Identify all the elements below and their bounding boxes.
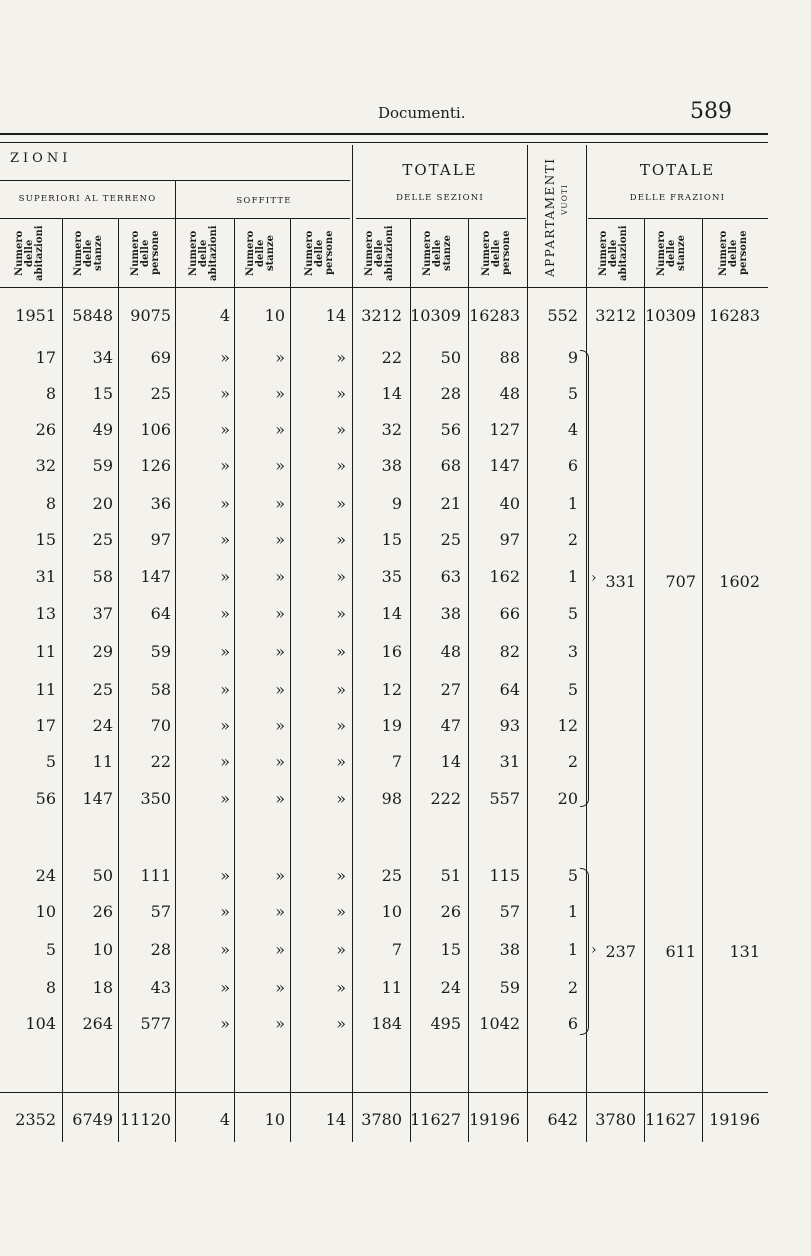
table-cell: 64 <box>150 604 171 623</box>
table-cell: 14 <box>440 752 461 771</box>
header-rule-4 <box>588 218 768 219</box>
header-bottom-rule <box>0 287 768 288</box>
col-divider <box>410 218 411 1142</box>
table-cell: 56 <box>440 420 461 439</box>
table-cell: 32 <box>35 456 56 475</box>
group1-brace <box>580 350 589 807</box>
table-cell: » <box>275 384 285 403</box>
table-cell: » <box>336 494 346 513</box>
table-cell: 115 <box>489 866 520 885</box>
table-cell: » <box>220 789 230 808</box>
column-subheader: Numero delle stanze <box>245 230 276 276</box>
col-divider <box>290 218 291 1142</box>
table-cell: 16283 <box>709 306 760 325</box>
vuoti-label: VUOTI <box>560 184 569 216</box>
table-cell: 35 <box>381 567 402 586</box>
table-cell: » <box>336 567 346 586</box>
table-cell: 8 <box>45 978 56 997</box>
table-cell: 25 <box>92 680 113 699</box>
table-cell: » <box>220 642 230 661</box>
table-cell: 10 <box>264 306 285 325</box>
table-cell: » <box>220 680 230 699</box>
column-subheader: Numero delle persone <box>129 230 161 276</box>
table-cell: 9075 <box>130 306 171 325</box>
header-rule-3 <box>356 218 526 219</box>
table-cell: 50 <box>440 348 461 367</box>
table-cell: 5848 <box>72 306 113 325</box>
table-cell: 162 <box>489 567 520 586</box>
table-cell: 15 <box>440 940 461 959</box>
table-cell: 11 <box>35 680 56 699</box>
table-cell: 20 <box>557 789 578 808</box>
table-cell: » <box>336 902 346 921</box>
table-cell: 104 <box>25 1014 56 1033</box>
table-cell: » <box>336 456 346 475</box>
table-cell: 5 <box>567 604 578 623</box>
table-cell: 5 <box>45 940 56 959</box>
group-total-cell: 131 <box>729 942 760 961</box>
table-cell: 552 <box>547 306 578 325</box>
table-cell: » <box>336 978 346 997</box>
table-cell: » <box>220 866 230 885</box>
table-cell: 106 <box>140 420 171 439</box>
table-cell: 64 <box>499 680 520 699</box>
table-cell: » <box>336 716 346 735</box>
table-cell: 58 <box>150 680 171 699</box>
table-cell: 31 <box>35 567 56 586</box>
table-cell: 59 <box>150 642 171 661</box>
table-cell: » <box>275 494 285 513</box>
column-subheader: Numero delle persone <box>480 230 512 276</box>
table-cell: » <box>336 420 346 439</box>
table-cell: 13 <box>35 604 56 623</box>
table-cell: 25 <box>150 384 171 403</box>
group-soffitte-header: SOFFITTE <box>236 196 292 206</box>
table-cell: 16 <box>381 642 402 661</box>
table-cell: 24 <box>35 866 56 885</box>
table-cell: » <box>220 1014 230 1033</box>
table-cell: 11 <box>381 978 402 997</box>
table-cell: » <box>336 642 346 661</box>
table-cell: 56 <box>35 789 56 808</box>
table-cell: 9 <box>391 494 402 513</box>
table-cell: 97 <box>499 530 520 549</box>
col-divider <box>527 145 528 1142</box>
total-cell: 14 <box>325 1110 346 1129</box>
table-cell: » <box>220 902 230 921</box>
col-divider <box>234 218 235 1142</box>
table-cell: » <box>336 530 346 549</box>
group2-brace-tip: › <box>591 942 597 958</box>
table-cell: 43 <box>150 978 171 997</box>
col-divider <box>468 218 469 1142</box>
group-total-cell: 611 <box>665 942 696 961</box>
table-cell: 16283 <box>469 306 520 325</box>
total-cell: 2352 <box>15 1110 56 1129</box>
table-cell: » <box>336 680 346 699</box>
table-cell: 1951 <box>15 306 56 325</box>
table-cell: 40 <box>499 494 520 513</box>
column-subheader: Numero delle persone <box>304 230 335 276</box>
total-cell: 10 <box>264 1110 285 1129</box>
column-subheader: Numero delle abitazioni <box>598 225 629 281</box>
table-cell: 8 <box>45 494 56 513</box>
table-cell: 15 <box>35 530 56 549</box>
table-cell: 66 <box>499 604 520 623</box>
top-rule <box>0 133 768 135</box>
column-subheader: Numero delle abitazioni <box>14 225 45 281</box>
table-cell: 8 <box>45 384 56 403</box>
table-cell: » <box>275 567 285 586</box>
table-cell: 126 <box>140 456 171 475</box>
table-cell: » <box>220 456 230 475</box>
table-cell: 10 <box>381 902 402 921</box>
table-cell: 1042 <box>479 1014 520 1033</box>
table-cell: 97 <box>150 530 171 549</box>
table-cell: 2 <box>567 978 578 997</box>
table-cell: » <box>336 940 346 959</box>
table-cell: 32 <box>381 420 402 439</box>
group-superiori-header: SUPERIORI AL TERRENO <box>18 194 157 204</box>
table-cell: » <box>275 420 285 439</box>
table-cell: 59 <box>92 456 113 475</box>
table-cell: 98 <box>381 789 402 808</box>
table-cell: 14 <box>381 384 402 403</box>
table-cell: 34 <box>92 348 113 367</box>
total-cell: 3780 <box>595 1110 636 1129</box>
table-cell: » <box>336 866 346 885</box>
table-cell: 147 <box>489 456 520 475</box>
table-cell: 18 <box>92 978 113 997</box>
table-cell: 49 <box>92 420 113 439</box>
table-cell: 38 <box>440 604 461 623</box>
table-cell: 21 <box>440 494 461 513</box>
table-cell: 5 <box>567 384 578 403</box>
table-cell: 57 <box>150 902 171 921</box>
table-cell: 27 <box>440 680 461 699</box>
table-cell: 5 <box>567 680 578 699</box>
table-cell: 48 <box>440 642 461 661</box>
table-cell: 1 <box>567 940 578 959</box>
col-divider <box>62 218 63 1142</box>
total-cell: 6749 <box>72 1110 113 1129</box>
totale-frazioni-header: TOTALE <box>639 161 716 179</box>
top-rule-2 <box>0 142 768 143</box>
table-cell: 1 <box>567 494 578 513</box>
table-cell: 14 <box>381 604 402 623</box>
table-cell: » <box>220 978 230 997</box>
table-cell: 4 <box>567 420 578 439</box>
table-cell: 222 <box>430 789 461 808</box>
total-cell: 19196 <box>469 1110 520 1129</box>
table-cell: 17 <box>35 716 56 735</box>
table-cell: 29 <box>92 642 113 661</box>
table-cell: 47 <box>440 716 461 735</box>
table-cell: 25 <box>381 866 402 885</box>
table-cell: 5 <box>45 752 56 771</box>
group1-brace-tip: › <box>591 570 597 586</box>
table-cell: 25 <box>92 530 113 549</box>
table-cell: 4 <box>219 306 230 325</box>
table-cell: 2 <box>567 530 578 549</box>
table-cell: » <box>220 420 230 439</box>
column-subheader: Numero delle abitazioni <box>187 225 219 281</box>
total-cell: 642 <box>547 1110 578 1129</box>
table-cell: 577 <box>140 1014 171 1033</box>
table-cell: 82 <box>499 642 520 661</box>
table-cell: 38 <box>499 940 520 959</box>
table-cell: 350 <box>140 789 171 808</box>
table-cell: 58 <box>92 567 113 586</box>
column-subheader: Numero delle stanze <box>656 230 687 276</box>
table-cell: 26 <box>92 902 113 921</box>
table-cell: » <box>220 940 230 959</box>
page-number: 589 <box>690 99 732 124</box>
table-cell: 15 <box>92 384 113 403</box>
total-cell: 11627 <box>410 1110 461 1129</box>
appartamenti-vuoti-header <box>540 150 559 285</box>
table-cell: 5 <box>567 866 578 885</box>
table-cell: 12 <box>381 680 402 699</box>
table-cell: 3212 <box>361 306 402 325</box>
table-cell: 3212 <box>595 306 636 325</box>
table-cell: 70 <box>150 716 171 735</box>
table-cell: 57 <box>499 902 520 921</box>
table-cell: » <box>275 978 285 997</box>
table-cell: 50 <box>92 866 113 885</box>
table-cell: 495 <box>430 1014 461 1033</box>
table-cell: » <box>275 716 285 735</box>
group-total-cell: 237 <box>605 942 636 961</box>
table-cell: 69 <box>150 348 171 367</box>
table-cell: 24 <box>92 716 113 735</box>
table-cell: 147 <box>140 567 171 586</box>
table-cell: 6 <box>567 456 578 475</box>
table-cell: 2 <box>567 752 578 771</box>
table-cell: » <box>336 752 346 771</box>
table-cell: » <box>275 456 285 475</box>
table-cell: » <box>275 680 285 699</box>
table-cell: » <box>275 530 285 549</box>
table-cell: 10 <box>35 902 56 921</box>
group-total-cell: 707 <box>665 572 696 591</box>
group-total-cell: 1602 <box>719 572 760 591</box>
table-cell: » <box>275 752 285 771</box>
table-cell: 9 <box>567 348 578 367</box>
column-subheader: Numero delle stanze <box>73 230 104 276</box>
column-subheader: Numero delle stanze <box>422 230 453 276</box>
table-cell: 51 <box>440 866 461 885</box>
totale-sezioni-header: TOTALE <box>402 161 478 179</box>
table-cell: 88 <box>499 348 520 367</box>
table-cell: 26 <box>440 902 461 921</box>
appartamenti-label: APPARTAMENTI <box>543 157 557 278</box>
table-cell: 93 <box>499 716 520 735</box>
table-cell: 24 <box>440 978 461 997</box>
table-cell: » <box>275 642 285 661</box>
group-total-cell: 331 <box>605 572 636 591</box>
table-cell: 6 <box>567 1014 578 1033</box>
col-divider <box>702 218 703 1142</box>
table-cell: » <box>220 348 230 367</box>
table-cell: 14 <box>325 306 346 325</box>
table-cell: » <box>336 1014 346 1033</box>
total-cell: 11627 <box>645 1110 696 1129</box>
table-cell: » <box>336 604 346 623</box>
table-cell: » <box>275 789 285 808</box>
table-cell: » <box>275 604 285 623</box>
col-divider <box>175 180 176 1142</box>
table-cell: » <box>275 940 285 959</box>
table-cell: 1 <box>567 902 578 921</box>
table-cell: » <box>275 1014 285 1033</box>
table-cell: 184 <box>371 1014 402 1033</box>
table-cell: » <box>275 348 285 367</box>
table-cell: 20 <box>92 494 113 513</box>
table-cell: 7 <box>391 940 402 959</box>
table-cell: 28 <box>150 940 171 959</box>
table-cell: 28 <box>440 384 461 403</box>
table-cell: 15 <box>381 530 402 549</box>
table-cell: 12 <box>557 716 578 735</box>
table-cell: » <box>220 384 230 403</box>
table-cell: 38 <box>381 456 402 475</box>
table-cell: 557 <box>489 789 520 808</box>
table-cell: 19 <box>381 716 402 735</box>
table-cell: 147 <box>82 789 113 808</box>
total-cell: 11120 <box>120 1110 171 1129</box>
table-cell: » <box>275 902 285 921</box>
col-divider <box>352 145 353 1142</box>
table-cell: 127 <box>489 420 520 439</box>
table-cell: 25 <box>440 530 461 549</box>
total-top-rule <box>0 1092 768 1093</box>
table-cell: 63 <box>440 567 461 586</box>
table-cell: » <box>220 494 230 513</box>
col-divider <box>118 218 119 1142</box>
page-title: Documenti. <box>378 104 466 122</box>
table-cell: 37 <box>92 604 113 623</box>
table-cell: 36 <box>150 494 171 513</box>
table-cell: 22 <box>381 348 402 367</box>
totale-sezioni-subheader: DELLE SEZIONI <box>396 193 484 203</box>
table-cell: 59 <box>499 978 520 997</box>
table-cell: 48 <box>499 384 520 403</box>
column-subheader: Numero delle abitazioni <box>364 225 395 281</box>
table-cell: 1 <box>567 567 578 586</box>
table-cell: 22 <box>150 752 171 771</box>
table-cell: 17 <box>35 348 56 367</box>
table-cell: » <box>336 789 346 808</box>
table-cell: 111 <box>140 866 171 885</box>
table-cell: 264 <box>82 1014 113 1033</box>
column-subheader: Numero delle persone <box>718 230 749 276</box>
table-cell: » <box>336 384 346 403</box>
totale-frazioni-subheader: DELLE FRAZIONI <box>629 193 726 203</box>
table-cell: » <box>220 530 230 549</box>
table-cell: » <box>336 348 346 367</box>
table-cell: » <box>220 716 230 735</box>
total-cell: 3780 <box>361 1110 402 1129</box>
total-cell: 4 <box>219 1110 230 1129</box>
table-cell: 68 <box>440 456 461 475</box>
table-cell: » <box>220 752 230 771</box>
table-cell: 11 <box>92 752 113 771</box>
table-cell: 26 <box>35 420 56 439</box>
table-cell: 11 <box>35 642 56 661</box>
table-cell: » <box>275 866 285 885</box>
table-cell: 31 <box>499 752 520 771</box>
group2-brace <box>580 868 589 1035</box>
table-cell: » <box>220 567 230 586</box>
total-cell: 19196 <box>709 1110 760 1129</box>
table-cell: 10309 <box>410 306 461 325</box>
table-title-fragment: ZIONI <box>10 151 72 166</box>
table-cell: 10309 <box>645 306 696 325</box>
table-cell: 10 <box>92 940 113 959</box>
table-cell: 3 <box>567 642 578 661</box>
col-divider <box>644 218 645 1142</box>
table-cell: » <box>220 604 230 623</box>
table-cell: 7 <box>391 752 402 771</box>
